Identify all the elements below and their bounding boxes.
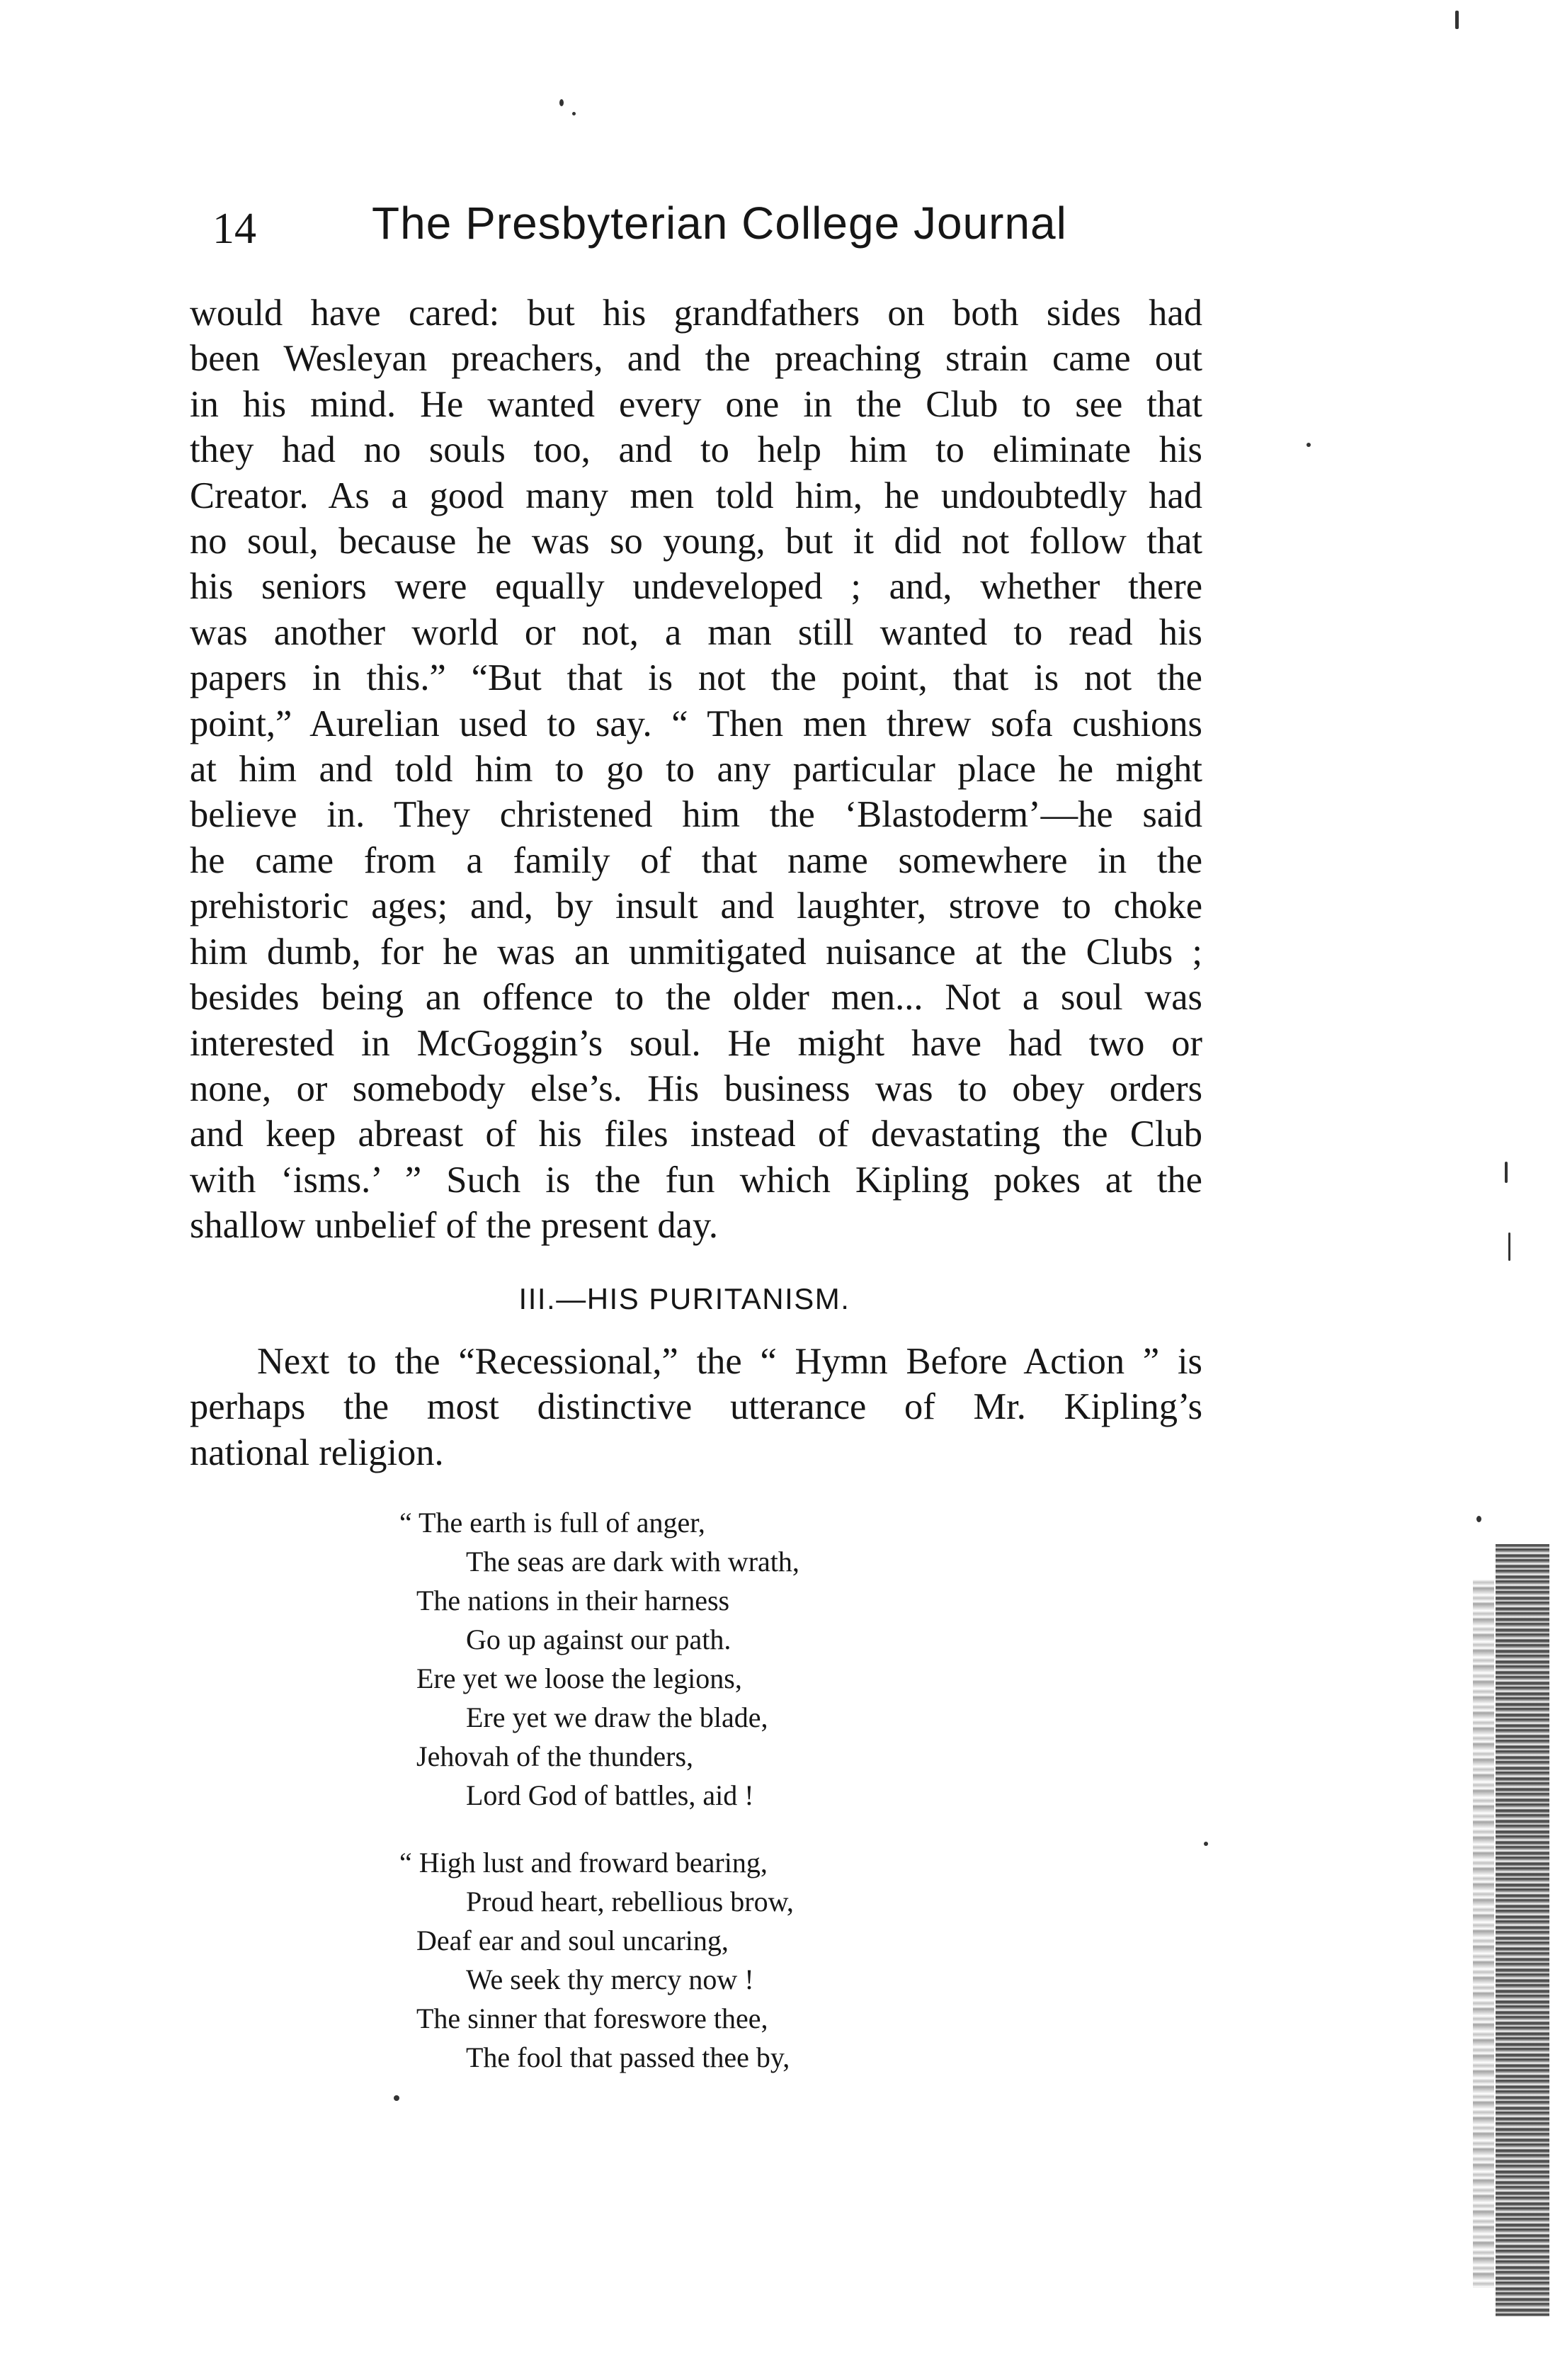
scan-speck <box>1505 1162 1508 1183</box>
poem-line: Lord God of battles, aid ! <box>466 1779 754 1811</box>
section-heading-text: III.—HIS PURITANISM. <box>518 1282 850 1315</box>
poem-stanza <box>399 1843 1054 2077</box>
poem-line: Go up against our path. <box>466 1624 731 1655</box>
scan-speck <box>559 99 564 106</box>
text-line: papers in this.” “But that is not the point, that is not the <box>190 657 1202 699</box>
running-title: The Presbyterian College Journal <box>372 198 1067 249</box>
text-line: with ‘isms.’ ” Such is the fun which Kipling pokes at the <box>190 1159 1202 1201</box>
text-line: his seniors were equally undeveloped ; and, whether there <box>190 566 1202 608</box>
text-line: Creator. As a good many men told him, he undoubtedly had <box>190 475 1202 516</box>
text-line: national religion. <box>190 1432 444 1473</box>
scan-speck <box>1476 1516 1481 1522</box>
text-line: believe in. They christened him the ‘Blastoderm’—he said <box>190 794 1202 836</box>
text-line: and keep abreast of his files instead of devastating the Club <box>190 1114 1202 1155</box>
poem-line: Ere yet we loose the legions, <box>416 1662 742 1694</box>
text-line: been Wesleyan preachers, and the preaching strain came out <box>190 338 1202 380</box>
text-line: interested in McGoggin’s soul. He might have had two or <box>190 1022 1202 1064</box>
scan-speck <box>1455 11 1459 29</box>
scan-speck <box>1306 443 1311 447</box>
body-paragraph <box>190 290 1202 1249</box>
poem-line: Proud heart, rebellious brow, <box>466 1886 794 1917</box>
text-line: Next to the “Recessional,” the “ Hymn Before Action ” is <box>257 1341 1202 1382</box>
text-line: perhaps the most distinctive utterance of Mr. Kipling’s <box>190 1386 1202 1428</box>
poem-line: Ere yet we draw the blade, <box>466 1701 768 1733</box>
page-number: 14 <box>212 205 256 253</box>
scan-speck <box>394 2095 399 2101</box>
text-line: none, or somebody else’s. His business was to obey orders <box>190 1067 1202 1109</box>
poem-line: Deaf ear and soul uncaring, <box>416 1925 729 1956</box>
poem-line: “ High lust and froward bearing, <box>399 1847 768 1878</box>
text-line: him dumb, for he was an unmitigated nuisance at the Clubs ; <box>190 931 1202 973</box>
text-line: he came from a family of that name somewhere in the <box>190 839 1202 881</box>
section-heading <box>0 1282 1560 1316</box>
page-header <box>212 197 1190 275</box>
poem-stanza <box>399 1503 1054 1815</box>
text-line: was another world or not, a man still wanted to read his <box>190 611 1202 653</box>
intro-paragraph <box>190 1339 1202 1475</box>
poem-line: We seek thy mercy now ! <box>466 1964 754 1995</box>
scan-edge-shadow <box>1496 1544 1549 2316</box>
poem-line: The fool that passed thee by, <box>466 2041 790 2073</box>
scan-edge-shadow <box>1473 1580 1494 2288</box>
poem-line: The sinner that foreswore thee, <box>416 2002 768 2034</box>
text-line: would have cared: but his grandfathers on both sides had <box>190 293 1202 334</box>
scan-speck <box>1204 1842 1208 1846</box>
text-line: at him and told him to go to any particular place he might <box>190 749 1202 790</box>
text-line: in his mind. He wanted every one in the Club to see that <box>190 383 1202 425</box>
text-line: no soul, because he was so young, but it did not follow that <box>190 521 1202 562</box>
scan-speck <box>572 112 576 115</box>
poem-line: The nations in their harness <box>416 1585 730 1616</box>
poem-line: “ The earth is full of anger, <box>399 1507 705 1538</box>
poem-quotation <box>399 1503 1054 2105</box>
text-line: shallow unbelief of the present day. <box>190 1205 718 1247</box>
text-line: they had no souls too, and to help him to eliminate his <box>190 429 1202 471</box>
scan-speck <box>1508 1232 1510 1261</box>
poem-line: The seas are dark with wrath, <box>466 1546 799 1577</box>
text-line: besides being an offence to the older men... Not a soul was <box>190 977 1202 1019</box>
text-line: prehistoric ages; and, by insult and laughter, strove to choke <box>190 885 1202 927</box>
poem-line: Jehovah of the thunders, <box>416 1740 694 1772</box>
text-line: point,” Aurelian used to say. “ Then men threw sofa cushions <box>190 703 1202 744</box>
